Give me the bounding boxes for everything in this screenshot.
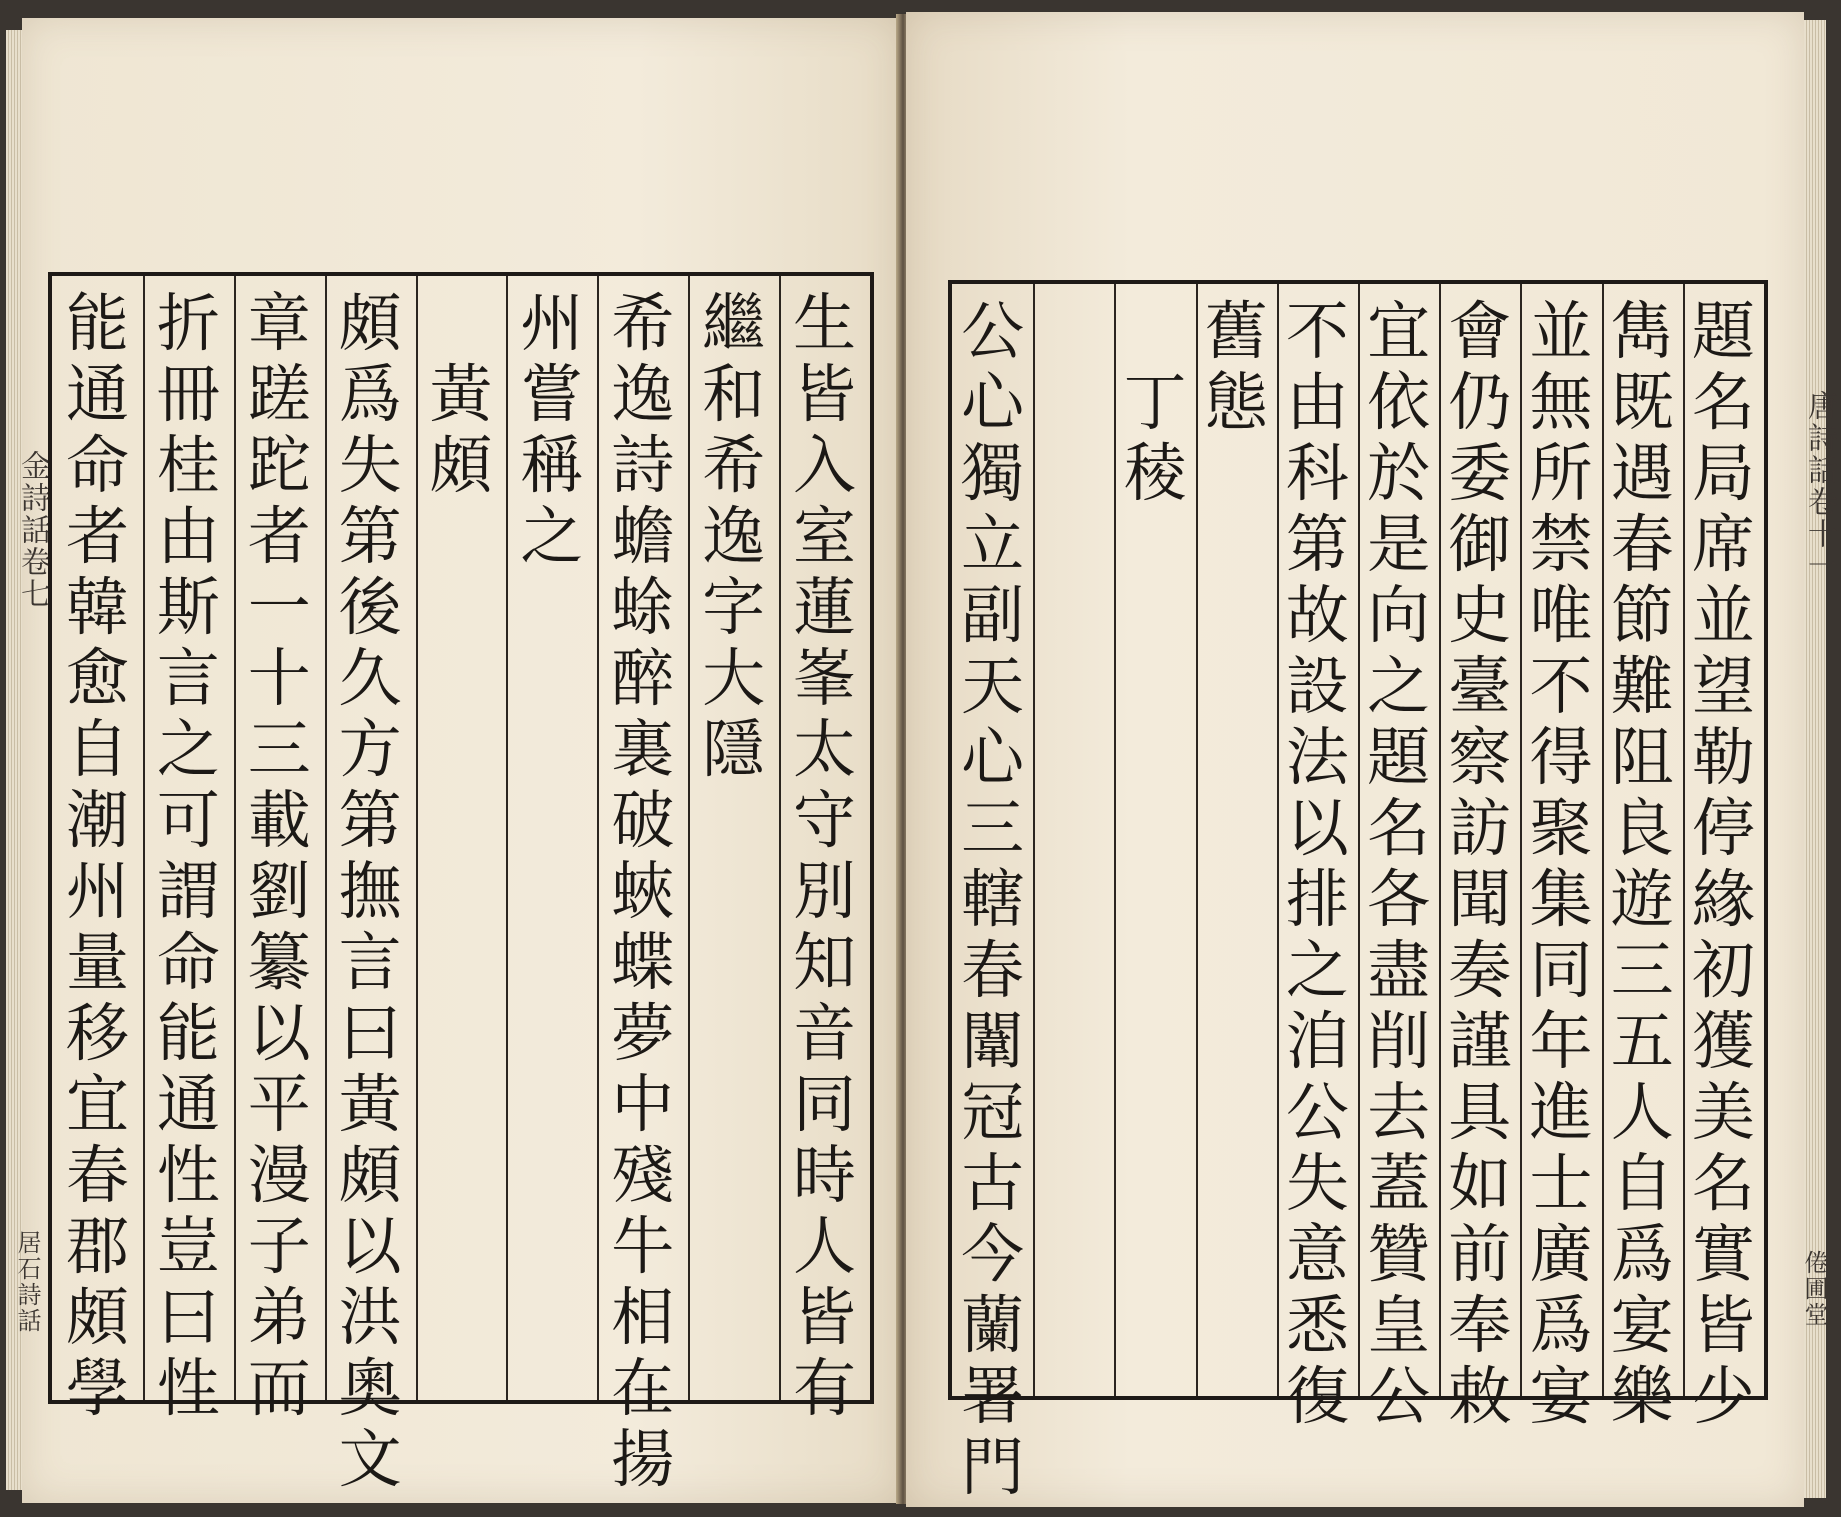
right-text-frame — [948, 280, 1768, 1504]
text-column: 折 冊 桂 由 斯 言 之 可 謂 命 能 通 性 豈 曰 性 — [156, 287, 220, 1425]
text-column: 頗 爲 失 第 後 久 方 第 撫 言 曰 黃 頗 以 洪 奧 文 — [338, 287, 402, 1496]
right-margin-title: 唐詩話卷十一 — [1802, 390, 1837, 582]
text-column: 黃 頗 — [429, 358, 493, 502]
text-column: 並 無 所 禁 唯 不 得 聚 集 同 年 進 士 廣 爲 宴 — [1529, 295, 1593, 1433]
text-column: 丁 稜 — [1123, 366, 1187, 510]
left-text-frame — [48, 272, 874, 1496]
text-column: 會 仍 委 御 史 臺 察 訪 聞 奏 謹 具 如 前 奉 敕 — [1448, 295, 1512, 1433]
text-column — [1033, 284, 1114, 1408]
text-column: 舊 態 — [1204, 295, 1268, 439]
text-column: 題 名 局 席 並 望 勒 停 緣 初 獲 美 名 實 皆 少 — [1691, 295, 1755, 1433]
text-column: 公 心 獨 立 副 天 心 三 轄 春 闈 冠 古 今 蘭 署 門 — [961, 295, 1025, 1504]
text-column: 宜 依 於 是 向 之 題 名 各 盡 削 去 蓋 贊 皇 公 — [1367, 295, 1431, 1433]
text-column: 章 蹉 跎 者 一 十 三 載 劉 纂 以 平 漫 子 弟 而 — [247, 287, 311, 1425]
text-column: 不 由 科 第 故 設 法 以 排 之 洎 公 失 意 悉 復 — [1285, 295, 1349, 1433]
text-column: 生 皆 入 室 蓮 峯 太 守 別 知 音 同 時 人 皆 有 — [793, 287, 857, 1425]
text-column: 雋 既 遇 春 節 難 阻 良 遊 三 五 人 自 爲 宴 樂 — [1610, 295, 1674, 1433]
text-column: 能 通 命 者 韓 愈 自 潮 州 量 移 宜 春 郡 頗 學 — [65, 287, 129, 1425]
text-column: 繼 和 希 逸 字 大 隱 — [702, 287, 766, 786]
left-margin-footer: 居石詩話 — [13, 1230, 41, 1334]
left-margin-title: 金詩話卷七 — [15, 450, 50, 610]
right-margin-footer: 倦圃堂 — [1800, 1250, 1828, 1328]
text-column: 州 嘗 稱 之 — [520, 287, 584, 573]
text-column: 希 逸 詩 蟾 蜍 醉 裏 破 蛺 蝶 夢 中 殘 牛 相 在 揚 — [611, 287, 675, 1496]
